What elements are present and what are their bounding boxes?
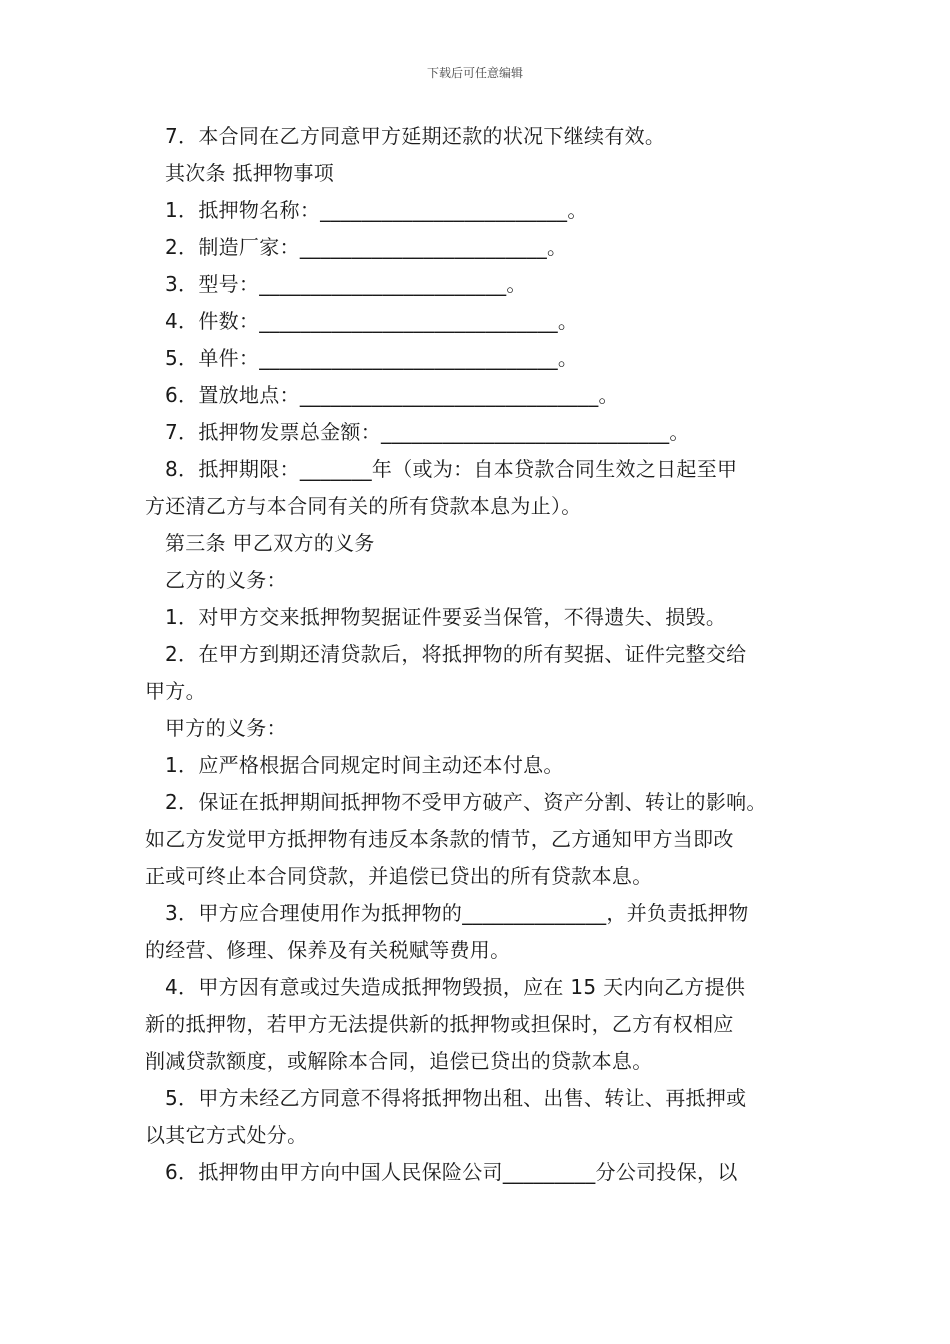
text-line: 7．抵押物发票总金额：____________________________。 [165, 420, 690, 444]
text-line: 甲方。 [145, 679, 206, 703]
text-line: 5．甲方未经乙方同意不得将抵押物出租、出售、转让、再抵押或 [165, 1086, 747, 1110]
document-body [145, 118, 815, 1191]
text-line: 以其它方式处分。 [145, 1123, 308, 1147]
text-line: 正或可终止本合同贷款，并追偿已贷出的所有贷款本息。 [145, 864, 653, 888]
text-line: 2．保证在抵押期间抵押物不受甲方破产、资产分割、转让的影响。 [165, 790, 767, 814]
text-line: 其次条 抵押物事项 [165, 161, 335, 185]
text-line: 7．本合同在乙方同意甲方延期还款的状况下继续有效。 [165, 124, 666, 148]
text-line: 8．抵押期限：_______年（或为：自本贷款合同生效之日起至甲 [165, 457, 738, 481]
text-line: 乙方的义务： [165, 568, 287, 592]
text-line: 1．应严格根据合同规定时间主动还本付息。 [165, 753, 564, 777]
text-line: 如乙方发觉甲方抵押物有违反本条款的情节，乙方通知甲方当即改 [145, 827, 734, 851]
text-line: 甲方的义务： [165, 716, 287, 740]
text-line: 2．制造厂家：________________________。 [165, 235, 568, 259]
text-line: 方还清乙方与本合同有关的所有贷款本息为止）。 [145, 494, 582, 518]
text-line: 新的抵押物，若甲方无法提供新的抵押物或担保时，乙方有权相应 [145, 1012, 734, 1036]
text-line: 6．置放地点：_____________________________。 [165, 383, 619, 407]
text-line: 6．抵押物由甲方向中国人民保险公司_________分公司投保，以 [165, 1160, 738, 1184]
page-header: 下载后可任意编辑 [426, 66, 523, 80]
text-line: 4．件数：_____________________________。 [165, 309, 579, 333]
text-line: 4．甲方因有意或过失造成抵押物毁损，应在 15 天内向乙方提供 [165, 975, 746, 999]
text-line: 5．单件：_____________________________。 [165, 346, 579, 370]
text-line: 2．在甲方到期还清贷款后，将抵押物的所有契据、证件完整交给 [165, 642, 747, 666]
text-line: 1．抵押物名称：________________________。 [165, 198, 588, 222]
text-line: 削减贷款额度，或解除本合同，追偿已贷出的贷款本息。 [145, 1049, 653, 1073]
text-line: 3．甲方应合理使用作为抵押物的______________，并负责抵押物 [165, 901, 749, 925]
text-line: 的经营、修理、保养及有关税赋等费用。 [145, 938, 511, 962]
text-line: 1．对甲方交来抵押物契据证件要妥当保管，不得遗失、损毁。 [165, 605, 727, 629]
text-line: 3．型号：________________________。 [165, 272, 527, 296]
text-line: 第三条 甲乙双方的义务 [165, 531, 375, 555]
